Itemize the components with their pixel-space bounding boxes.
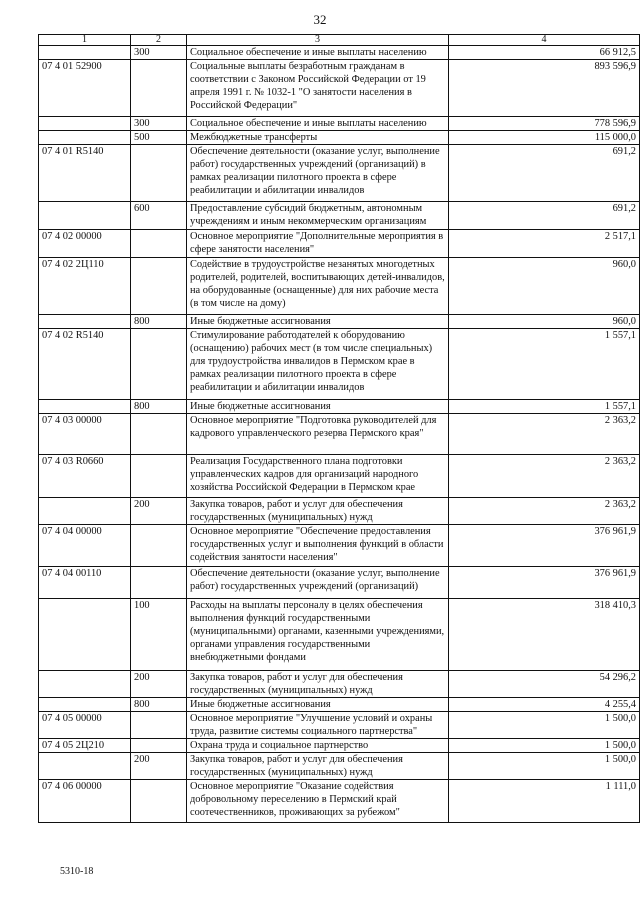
row-amount-cell: 2 363,2 [449,414,640,455]
row-name-cell: Содействие в трудоустройстве незанятых многодетных родителей, родителей, воспитывающих детей-инвалидов, на оборудованные (оснащенные) для них рабочие места (в том числе на дому) [187,258,449,315]
row-expense-type-cell: 300 [131,46,187,60]
row-name-cell: Реализация Государственного плана подготовки управленческих кадров для организаций народного хозяйства Российской Федерации в Пермском крае [187,455,449,498]
row-code-cell: 07 4 06 00000 [39,780,131,823]
row-amount-cell: 960,0 [449,258,640,315]
table-row [39,60,640,117]
row-amount-cell: 2 517,1 [449,230,640,258]
table-row [39,329,640,400]
row-expense-type-cell: 800 [131,400,187,414]
row-code-cell [39,117,131,131]
table-row [39,400,640,414]
row-amount-cell: 1 500,0 [449,753,640,780]
row-code-cell [39,698,131,712]
row-amount-cell: 2 363,2 [449,455,640,498]
row-code-cell: 07 4 01 52900 [39,60,131,117]
row-name-cell: Иные бюджетные ассигнования [187,315,449,329]
row-name-cell: Охрана труда и социальное партнерство [187,739,449,753]
row-name-cell: Основное мероприятие "Дополнительные мероприятия в сфере занятости населения" [187,230,449,258]
row-code-cell [39,400,131,414]
row-code-cell [39,671,131,698]
row-expense-type-cell: 200 [131,753,187,780]
row-name-cell: Социальное обеспечение и иные выплаты населению [187,46,449,60]
row-amount-cell: 2 363,2 [449,498,640,525]
column-header: 3 [187,35,449,46]
budget-table [38,34,640,823]
row-amount-cell: 1 557,1 [449,329,640,400]
row-expense-type-cell [131,414,187,455]
table-row [39,780,640,823]
table-row [39,599,640,671]
row-name-cell: Стимулирование работодателей к оборудованию (оснащению) рабочих мест (в том числе специальных) для трудоустройства инвалидов в Пермском крае в рамках реализации пилотного проекта в сфере реабилитации и абилитации инвалидов [187,329,449,400]
table-row [39,145,640,202]
row-expense-type-cell: 200 [131,498,187,525]
row-amount-cell: 1 500,0 [449,739,640,753]
row-amount-cell: 115 000,0 [449,131,640,145]
table-row [39,739,640,753]
row-amount-cell: 66 912,5 [449,46,640,60]
row-code-cell [39,498,131,525]
row-amount-cell: 691,2 [449,145,640,202]
row-name-cell: Расходы на выплаты персоналу в целях обеспечения выполнения функций государственными (муниципальными) органами, казенными учреждениями, органами управления государственными внебюджетными фондами [187,599,449,671]
row-expense-type-cell: 800 [131,698,187,712]
row-name-cell: Межбюджетные трансферты [187,131,449,145]
row-name-cell: Обеспечение деятельности (оказание услуг, выполнение работ) государственных учреждений (организаций) [187,567,449,599]
row-code-cell [39,202,131,230]
table-row [39,455,640,498]
row-expense-type-cell: 200 [131,671,187,698]
row-code-cell: 07 4 02 R5140 [39,329,131,400]
table-header-row [39,35,640,46]
table-row [39,315,640,329]
row-amount-cell: 54 296,2 [449,671,640,698]
row-name-cell: Закупка товаров, работ и услуг для обеспечения государственных (муниципальных) нужд [187,671,449,698]
table-row [39,567,640,599]
row-name-cell: Социальное обеспечение и иные выплаты населению [187,117,449,131]
row-expense-type-cell [131,60,187,117]
row-expense-type-cell: 600 [131,202,187,230]
row-amount-cell: 691,2 [449,202,640,230]
page-number: 32 [313,12,327,27]
row-name-cell: Социальные выплаты безработным гражданам в соответствии с Законом Российской Федерации от 19 апреля 1991 г. № 1032-1 "О занятости населения в Российской Федерации" [187,60,449,117]
row-code-cell: 07 4 01 R5140 [39,145,131,202]
row-expense-type-cell [131,145,187,202]
row-amount-cell: 376 961,9 [449,525,640,567]
row-expense-type-cell [131,712,187,739]
row-amount-cell: 4 255,4 [449,698,640,712]
table-row [39,712,640,739]
table-row [39,230,640,258]
table-row [39,671,640,698]
row-name-cell: Основное мероприятие "Подготовка руководителей для кадрового управленческого резерва Пермского края" [187,414,449,455]
table-row [39,202,640,230]
row-code-cell [39,131,131,145]
table-row [39,525,640,567]
row-code-cell: 07 4 02 00000 [39,230,131,258]
row-expense-type-cell: 300 [131,117,187,131]
row-expense-type-cell [131,455,187,498]
row-amount-cell: 318 410,3 [449,599,640,671]
document-code: 5310-18 [60,866,94,877]
table-row [39,414,640,455]
row-amount-cell: 1 500,0 [449,712,640,739]
row-amount-cell: 960,0 [449,315,640,329]
row-name-cell: Основное мероприятие "Улучшение условий и охраны труда, развитие системы социального партнерства" [187,712,449,739]
table-row [39,753,640,780]
row-amount-cell: 893 596,9 [449,60,640,117]
row-expense-type-cell: 800 [131,315,187,329]
row-name-cell: Закупка товаров, работ и услуг для обеспечения государственных (муниципальных) нужд [187,498,449,525]
row-name-cell: Основное мероприятие "Обеспечение предоставления государственных услуг и выполнения функций в области содействия занятости населения" [187,525,449,567]
column-header: 1 [39,35,131,46]
row-amount-cell: 376 961,9 [449,567,640,599]
row-name-cell: Закупка товаров, работ и услуг для обеспечения государственных (муниципальных) нужд [187,753,449,780]
row-name-cell: Предоставление субсидий бюджетным, автономным учреждениям и иным некоммерческим организациям [187,202,449,230]
row-expense-type-cell [131,567,187,599]
row-code-cell: 07 4 04 00000 [39,525,131,567]
row-code-cell [39,46,131,60]
table-row [39,258,640,315]
row-expense-type-cell [131,329,187,400]
row-expense-type-cell [131,525,187,567]
table-row [39,46,640,60]
row-code-cell: 07 4 03 R0660 [39,455,131,498]
row-expense-type-cell: 100 [131,599,187,671]
row-expense-type-cell [131,258,187,315]
table-row [39,131,640,145]
row-code-cell: 07 4 02 2Ц110 [39,258,131,315]
row-code-cell: 07 4 03 00000 [39,414,131,455]
row-amount-cell: 1 557,1 [449,400,640,414]
table-row [39,117,640,131]
row-code-cell [39,599,131,671]
column-header: 4 [449,35,640,46]
row-name-cell: Обеспечение деятельности (оказание услуг, выполнение работ) государственных учреждений (организаций) в рамках реализации пилотного проекта в сфере реабилитации и абилитации инвалидов [187,145,449,202]
row-code-cell: 07 4 04 00110 [39,567,131,599]
row-code-cell [39,315,131,329]
row-expense-type-cell: 500 [131,131,187,145]
table-row [39,698,640,712]
row-code-cell: 07 4 05 00000 [39,712,131,739]
table-row [39,498,640,525]
row-expense-type-cell [131,739,187,753]
row-amount-cell: 1 111,0 [449,780,640,823]
row-name-cell: Иные бюджетные ассигнования [187,400,449,414]
column-header: 2 [131,35,187,46]
row-expense-type-cell [131,230,187,258]
row-expense-type-cell [131,780,187,823]
row-code-cell: 07 4 05 2Ц210 [39,739,131,753]
row-name-cell: Иные бюджетные ассигнования [187,698,449,712]
row-code-cell [39,753,131,780]
row-amount-cell: 778 596,9 [449,117,640,131]
row-name-cell: Основное мероприятие "Оказание содействия добровольному переселению в Пермский край соотечественников, проживающих за рубежом" [187,780,449,823]
